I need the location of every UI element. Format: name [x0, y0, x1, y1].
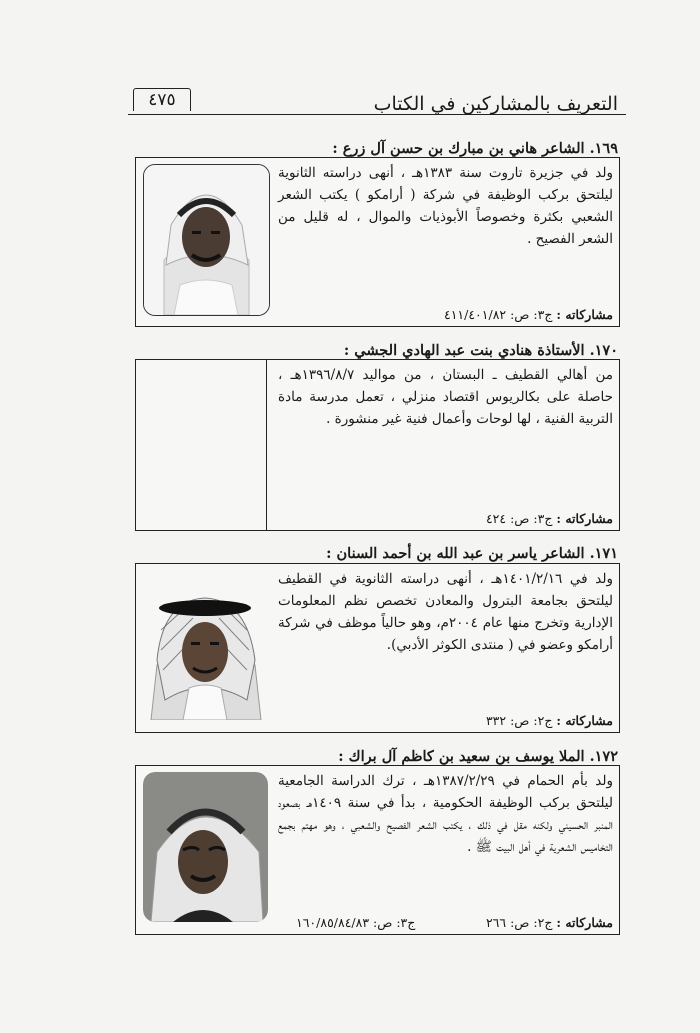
contributions-line [486, 713, 613, 728]
portrait-man-ghutra-icon [144, 165, 269, 315]
entry-box-172 [135, 765, 620, 935]
entry-box-169 [135, 157, 620, 327]
entry-heading-172: ١٧٢. الملا يوسف بن سعيد بن كاظم آل براك : [338, 748, 618, 765]
contributions-line [486, 511, 613, 526]
bio-text: ولد في ١٤٠١/٢/١٦هـ ، أنهى دراسته الثانوية في القطيف ليلتحق بجامعة البترول والمعادن تخصص نظم المعلومات الإدارية وتخرج منها عام ٢٠٠٤م، وهو حالياً موظف في شركة أرامكو وعضو في ( منتدى الكوثر الأدبي). [278, 571, 613, 653]
entry-heading-170: ١٧٠. الأستاذة هنادي بنت عبد الهادي الجشي : [343, 342, 618, 359]
bio-text: ولد في جزيرة تاروت سنة ١٣٨٣هـ ، أنهى دراسته الثانوية ليلتحق بركب الوظيفة في شركة ( أرامكو ) يكتب الشعر الشعبي بكثرة وخصوصاً الأبوذيات والموال ، له قليل من الشعر الفصيح . [278, 165, 614, 247]
contributions-line [444, 307, 613, 322]
entry-box-170 [135, 359, 620, 531]
entry-heading-169: ١٦٩. الشاعر هاني بن مبارك بن حسن آل زرع : [332, 140, 618, 157]
entry-heading-171: ١٧١. الشاعر ياسر بن عبد الله بن أحمد السنان : [326, 545, 618, 562]
contributions-value: ج٢: ص: ٣٣٢ [485, 713, 553, 728]
portrait-photo [143, 772, 268, 922]
contributions-extra-value: ج٣: ص: ١٦٠/٨٥/٨٤/٨٣ [296, 915, 416, 930]
running-header-title: التعريف بالمشاركين في الكتاب [373, 93, 618, 115]
bio-text: من أهالي القطيف ـ البستان ، من مواليد ١٣٩٦/٨/٧هـ ، حاصلة على بكالريوس اقتصاد منزلي ، تعمل مدرسة مادة التربية الفنية ، لها لوحات وأعمال فنية غير منشورة . [278, 367, 613, 427]
bio-text: ولد بأم الحمام في ١٣٨٧/٢/٢٩هـ ، ترك الدراسة الجامعية ليلتحق بركب الوظيفة الحكومية ، بدأ في سنة ١٤٠٩هـ بصعود المنبر الحسيني ولكنه مقل في ذلك ، يكتب الشعر الفصيح والشعبي ، وهو مهتم بجمع التخاميس الشعرية في أهل البيت ﷺ . [278, 773, 613, 855]
page-number: ٤٧٥ [133, 88, 191, 111]
portrait-man-shemagh-icon [143, 570, 268, 720]
contributions-label: مشاركاته : [556, 915, 613, 930]
contributions-label: مشاركاته : [556, 307, 613, 322]
portrait-man-white-ghutra-icon [143, 772, 268, 922]
contributions-value: ج٣: ص: ٤١١/٤٠١/٨٢ [443, 307, 553, 322]
portrait-photo [143, 164, 270, 316]
portrait-photo [143, 570, 268, 720]
header-rule [128, 114, 626, 115]
contributions-label: مشاركاته : [556, 511, 613, 526]
contributions-label: مشاركاته : [556, 713, 613, 728]
contributions-value: ج٣: ص: ٤٢٤ [485, 511, 553, 526]
contributions-value: ج٢: ص: ٢٦٦ [485, 915, 553, 930]
entry-box-171 [135, 563, 620, 733]
contributions-line [486, 915, 613, 930]
empty-photo-slot [136, 360, 267, 530]
